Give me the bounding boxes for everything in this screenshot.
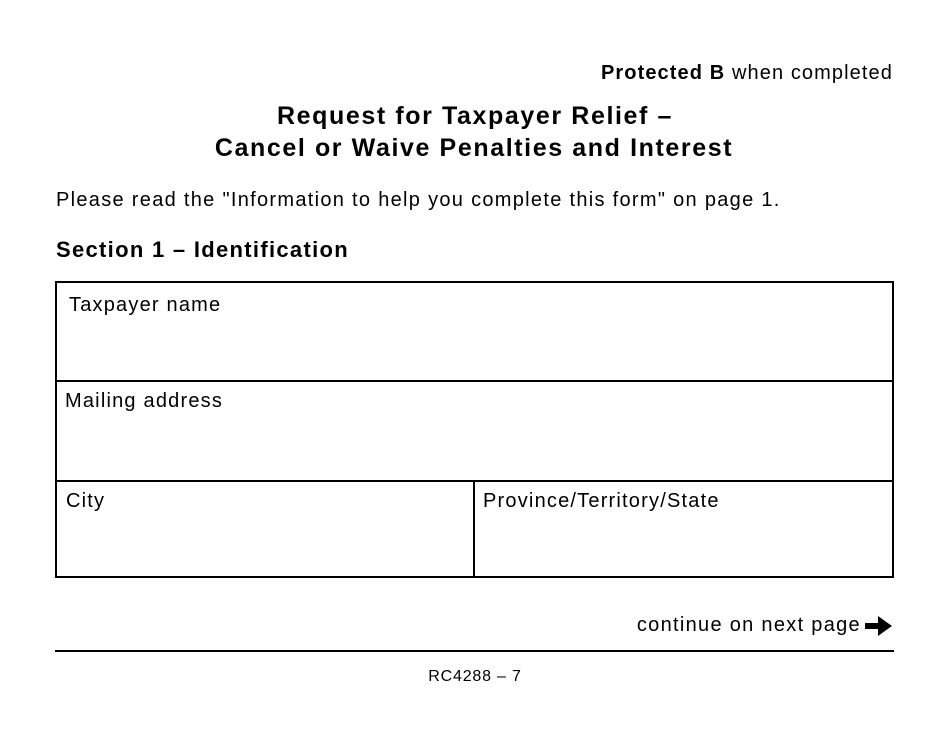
footer-divider [55, 650, 894, 652]
province-input[interactable] [483, 538, 884, 568]
form-title-line-2: Cancel or Waive Penalties and Interest [214, 134, 734, 162]
taxpayer-name-label: Taxpayer name [69, 294, 222, 316]
mailing-address-input[interactable] [65, 442, 884, 472]
taxpayer-name-input[interactable] [65, 342, 884, 372]
city-input[interactable] [65, 538, 465, 568]
city-cell [57, 482, 475, 576]
form-title-line-1: Request for Taxpayer Relief – [276, 102, 674, 130]
page-number: RC4288 – 7 [428, 668, 522, 685]
mailing-address-label: Mailing address [65, 390, 224, 412]
identification-form [55, 281, 894, 578]
city-label: City [66, 490, 106, 512]
continue-next-page-link[interactable] [637, 614, 893, 637]
instruction-text: Please read the "Information to help you complete this form" on page 1. [56, 189, 781, 211]
province-label: Province/Territory/State [483, 490, 720, 512]
protected-level: Protected B [600, 62, 726, 84]
protected-qualifier: when completed [725, 62, 893, 84]
continue-label: continue on next page [636, 614, 861, 636]
right-arrow-icon [865, 615, 893, 637]
section-1-title: Section 1 – Identification [56, 237, 349, 262]
protection-notice [601, 62, 893, 85]
mailing-address-cell [57, 382, 892, 482]
taxpayer-name-cell [57, 283, 892, 382]
province-cell [475, 482, 892, 576]
